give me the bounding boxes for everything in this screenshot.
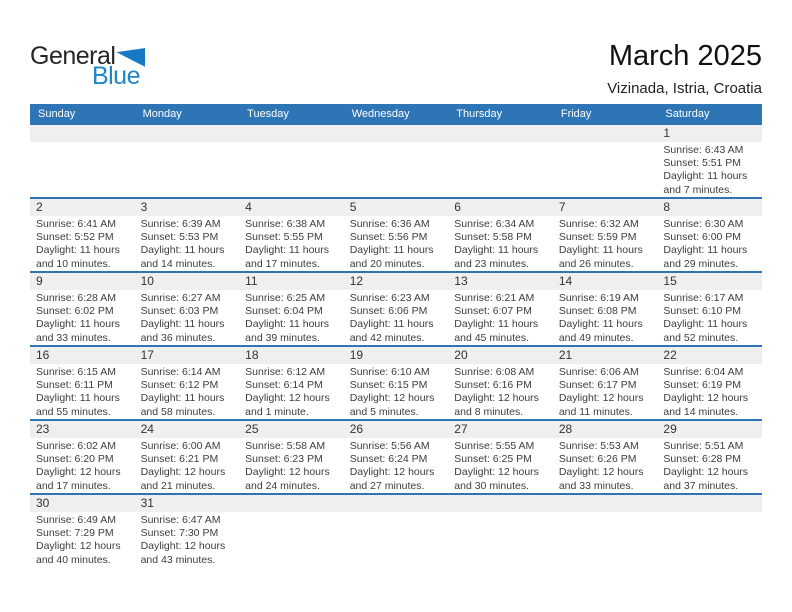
day-detail-line: and 20 minutes. xyxy=(349,257,425,270)
page-subtitle: Vizinada, Istria, Croatia xyxy=(607,80,762,97)
day-detail-line: Daylight: 12 hours xyxy=(140,466,226,479)
day-detail-line: Daylight: 11 hours xyxy=(558,244,643,257)
day-detail-line: Sunrise: 6:23 AM xyxy=(349,292,430,304)
day-detail-line: and 8 minutes. xyxy=(454,405,524,418)
day-details xyxy=(448,512,553,567)
weekday-header-friday: Friday xyxy=(560,108,592,120)
empty-day-cell xyxy=(30,125,135,197)
day-details xyxy=(239,290,344,345)
day-details xyxy=(135,290,240,345)
day-cell xyxy=(344,199,449,271)
day-details xyxy=(553,512,658,567)
day-detail-line: Daylight: 12 hours xyxy=(36,466,121,479)
day-number xyxy=(448,125,553,142)
day-detail-line: Daylight: 12 hours xyxy=(663,392,749,405)
day-cell xyxy=(239,273,344,345)
logo-text-general: General xyxy=(30,42,116,70)
day-cell xyxy=(135,347,240,419)
day-detail-line: and 40 minutes. xyxy=(36,553,111,566)
day-detail-line: Sunset: 6:06 PM xyxy=(349,305,428,318)
day-details xyxy=(344,438,449,493)
day-detail-line: Daylight: 12 hours xyxy=(349,466,435,479)
day-detail-line: and 5 minutes. xyxy=(349,405,419,418)
day-cell xyxy=(448,421,553,493)
day-detail-line: and 42 minutes. xyxy=(349,331,425,344)
day-detail-line: and 27 minutes. xyxy=(349,479,425,492)
day-cell xyxy=(135,273,240,345)
day-detail-line: and 10 minutes. xyxy=(36,257,111,270)
day-detail-line: Sunset: 6:17 PM xyxy=(558,379,637,392)
day-detail-line: Sunrise: 6:00 AM xyxy=(140,440,221,452)
day-detail-line: Sunset: 6:26 PM xyxy=(558,453,637,466)
day-detail-line: and 33 minutes. xyxy=(36,331,111,344)
day-number: 18 xyxy=(239,347,344,364)
day-details xyxy=(239,512,344,567)
day-detail-line: and 11 minutes. xyxy=(558,405,633,418)
day-number: 10 xyxy=(135,273,240,290)
week-row xyxy=(30,125,762,197)
day-number xyxy=(344,125,449,142)
day-detail-line: Sunrise: 5:56 AM xyxy=(349,440,430,452)
day-detail-line: Daylight: 11 hours xyxy=(245,318,329,331)
empty-day-cell xyxy=(344,495,449,567)
day-cell xyxy=(448,273,553,345)
day-number: 3 xyxy=(135,199,240,216)
calendar-weeks xyxy=(30,125,762,567)
empty-day-cell xyxy=(448,495,553,567)
weekday-header-tuesday: Tuesday xyxy=(247,108,289,120)
day-detail-line: and 36 minutes. xyxy=(140,331,216,344)
day-detail-line: Sunset: 5:56 PM xyxy=(349,231,428,244)
day-details xyxy=(448,364,553,419)
day-number: 19 xyxy=(344,347,449,364)
day-cell xyxy=(30,199,135,271)
day-cell xyxy=(553,273,658,345)
day-cell xyxy=(239,347,344,419)
day-number: 4 xyxy=(239,199,344,216)
day-cell xyxy=(553,199,658,271)
day-detail-line: Sunset: 6:07 PM xyxy=(454,305,532,318)
day-detail-line: Daylight: 12 hours xyxy=(140,540,226,553)
day-number: 7 xyxy=(553,199,658,216)
day-details xyxy=(239,142,344,197)
day-detail-line: Sunset: 6:23 PM xyxy=(245,453,323,466)
day-detail-line: Sunset: 5:59 PM xyxy=(558,231,637,244)
day-cell xyxy=(657,421,762,493)
day-detail-line: Sunrise: 6:15 AM xyxy=(36,366,116,378)
day-cell xyxy=(448,347,553,419)
day-detail-line: Daylight: 12 hours xyxy=(245,392,330,405)
day-detail-line: and 7 minutes. xyxy=(663,183,733,196)
day-number: 29 xyxy=(657,421,762,438)
day-detail-line: and 23 minutes. xyxy=(454,257,529,270)
day-details xyxy=(553,216,658,271)
calendar xyxy=(30,104,762,567)
day-detail-line: and 1 minute. xyxy=(245,405,309,418)
day-cell xyxy=(448,199,553,271)
day-detail-line: Sunset: 6:25 PM xyxy=(454,453,532,466)
day-details xyxy=(344,142,449,197)
empty-day-cell xyxy=(239,495,344,567)
day-detail-line: Daylight: 11 hours xyxy=(140,392,225,405)
day-number: 24 xyxy=(135,421,240,438)
day-details xyxy=(239,438,344,493)
day-detail-line: Daylight: 11 hours xyxy=(36,318,120,331)
day-number: 5 xyxy=(344,199,449,216)
day-detail-line: Daylight: 11 hours xyxy=(36,392,120,405)
day-detail-line: Sunrise: 6:27 AM xyxy=(140,292,221,304)
day-detail-line: Sunrise: 6:34 AM xyxy=(454,218,535,230)
day-number: 31 xyxy=(135,495,240,512)
day-detail-line: Sunset: 6:20 PM xyxy=(36,453,114,466)
day-detail-line: and 24 minutes. xyxy=(245,479,320,492)
day-details xyxy=(553,438,658,493)
day-detail-line: Sunset: 6:12 PM xyxy=(140,379,219,392)
day-detail-line: Daylight: 11 hours xyxy=(454,318,539,331)
day-detail-line: Sunset: 6:28 PM xyxy=(663,453,742,466)
day-number: 17 xyxy=(135,347,240,364)
day-detail-line: Sunset: 6:16 PM xyxy=(454,379,532,392)
day-cell xyxy=(553,421,658,493)
day-cell xyxy=(239,421,344,493)
day-details xyxy=(657,364,762,419)
day-detail-line: Sunset: 6:14 PM xyxy=(245,379,323,392)
day-detail-line: Daylight: 11 hours xyxy=(349,318,434,331)
day-number: 23 xyxy=(30,421,135,438)
day-cell xyxy=(657,273,762,345)
day-detail-line: Daylight: 12 hours xyxy=(349,392,435,405)
day-cell xyxy=(135,495,240,567)
day-detail-line: Sunrise: 6:41 AM xyxy=(36,218,116,230)
day-detail-line: Sunset: 6:11 PM xyxy=(36,379,113,392)
day-detail-line: Sunset: 6:10 PM xyxy=(663,305,742,318)
day-details xyxy=(448,438,553,493)
weekday-header-sunday: Sunday xyxy=(38,108,76,120)
empty-day-cell xyxy=(657,495,762,567)
week-row xyxy=(30,419,762,493)
day-detail-line: Sunset: 6:08 PM xyxy=(558,305,637,318)
day-detail-line: Sunrise: 6:49 AM xyxy=(36,514,116,526)
day-detail-line: Sunset: 6:02 PM xyxy=(36,305,114,318)
day-detail-line: Daylight: 11 hours xyxy=(663,318,748,331)
day-detail-line: Sunset: 6:21 PM xyxy=(140,453,219,466)
day-number: 25 xyxy=(239,421,344,438)
day-number: 11 xyxy=(239,273,344,290)
day-number: 13 xyxy=(448,273,553,290)
day-details xyxy=(344,290,449,345)
day-detail-line: and 45 minutes. xyxy=(454,331,529,344)
day-detail-line: Sunrise: 6:32 AM xyxy=(558,218,639,230)
day-details xyxy=(30,438,135,493)
weekday-header-monday: Monday xyxy=(142,108,182,120)
day-detail-line: Sunset: 5:52 PM xyxy=(36,231,114,244)
day-number: 9 xyxy=(30,273,135,290)
day-detail-line: Sunrise: 6:06 AM xyxy=(558,366,639,378)
day-detail-line: Sunrise: 6:30 AM xyxy=(663,218,744,230)
day-cell xyxy=(239,199,344,271)
day-detail-line: Sunrise: 6:04 AM xyxy=(663,366,744,378)
day-number xyxy=(553,495,658,512)
empty-day-cell xyxy=(448,125,553,197)
day-details xyxy=(135,216,240,271)
day-number: 2 xyxy=(30,199,135,216)
week-row xyxy=(30,197,762,271)
day-detail-line: Sunrise: 6:39 AM xyxy=(140,218,221,230)
day-detail-line: and 55 minutes. xyxy=(36,405,111,418)
day-details xyxy=(553,364,658,419)
day-details xyxy=(344,216,449,271)
day-detail-line: Daylight: 12 hours xyxy=(245,466,330,479)
empty-day-cell xyxy=(553,495,658,567)
day-detail-line: Sunrise: 5:51 AM xyxy=(663,440,744,452)
day-detail-line: and 26 minutes. xyxy=(558,257,634,270)
day-detail-line: Daylight: 12 hours xyxy=(558,466,644,479)
day-detail-line: Sunrise: 6:10 AM xyxy=(349,366,430,378)
day-number: 26 xyxy=(344,421,449,438)
day-cell xyxy=(657,199,762,271)
empty-day-cell xyxy=(135,125,240,197)
day-number xyxy=(448,495,553,512)
day-details xyxy=(344,512,449,567)
day-detail-line: and 49 minutes. xyxy=(558,331,634,344)
page-title: March 2025 xyxy=(608,40,762,72)
day-details xyxy=(448,216,553,271)
day-detail-line: Sunset: 6:15 PM xyxy=(349,379,428,392)
day-details xyxy=(657,142,762,197)
day-cell xyxy=(657,125,762,197)
weekday-header-thursday: Thursday xyxy=(456,108,503,120)
day-details xyxy=(239,216,344,271)
day-number xyxy=(30,125,135,142)
day-number xyxy=(239,125,344,142)
day-detail-line: Sunrise: 6:08 AM xyxy=(454,366,535,378)
day-detail-line: Sunset: 6:24 PM xyxy=(349,453,428,466)
empty-day-cell xyxy=(239,125,344,197)
day-number: 8 xyxy=(657,199,762,216)
week-row xyxy=(30,493,762,567)
day-detail-line: Sunrise: 6:17 AM xyxy=(663,292,744,304)
day-detail-line: Daylight: 11 hours xyxy=(36,244,120,257)
logo-text-blue: Blue xyxy=(91,62,140,90)
day-detail-line: Daylight: 12 hours xyxy=(454,392,539,405)
day-details xyxy=(30,216,135,271)
empty-day-cell xyxy=(553,125,658,197)
day-detail-line: and 17 minutes. xyxy=(245,257,320,270)
day-detail-line: Daylight: 11 hours xyxy=(663,170,748,183)
day-detail-line: Sunset: 6:19 PM xyxy=(663,379,742,392)
day-detail-line: Daylight: 11 hours xyxy=(245,244,329,257)
day-detail-line: Sunrise: 6:21 AM xyxy=(454,292,535,304)
day-detail-line: and 17 minutes. xyxy=(36,479,111,492)
day-details xyxy=(30,142,135,197)
day-details xyxy=(344,364,449,419)
day-cell xyxy=(657,347,762,419)
day-detail-line: and 14 minutes. xyxy=(140,257,216,270)
day-detail-line: Sunrise: 6:47 AM xyxy=(140,514,221,526)
day-detail-line: Daylight: 11 hours xyxy=(558,318,643,331)
day-cell xyxy=(30,273,135,345)
day-details xyxy=(30,512,135,567)
day-detail-line: and 39 minutes. xyxy=(245,331,320,344)
day-detail-line: Sunset: 6:03 PM xyxy=(140,305,219,318)
day-details xyxy=(30,290,135,345)
day-number: 30 xyxy=(30,495,135,512)
day-details xyxy=(553,142,658,197)
day-detail-line: Sunset: 5:58 PM xyxy=(454,231,532,244)
day-number: 16 xyxy=(30,347,135,364)
day-detail-line: Sunrise: 6:12 AM xyxy=(245,366,326,378)
day-details xyxy=(30,364,135,419)
day-cell xyxy=(30,495,135,567)
day-detail-line: Daylight: 11 hours xyxy=(140,244,225,257)
weekday-header-row xyxy=(30,104,762,125)
empty-day-cell xyxy=(344,125,449,197)
day-number: 14 xyxy=(553,273,658,290)
day-number: 28 xyxy=(553,421,658,438)
day-number xyxy=(239,495,344,512)
day-cell xyxy=(135,199,240,271)
day-cell xyxy=(344,273,449,345)
day-detail-line: Sunrise: 5:55 AM xyxy=(454,440,535,452)
day-detail-line: Sunrise: 5:53 AM xyxy=(558,440,639,452)
day-detail-line: and 29 minutes. xyxy=(663,257,739,270)
day-number: 15 xyxy=(657,273,762,290)
day-detail-line: Sunrise: 6:02 AM xyxy=(36,440,116,452)
day-details xyxy=(135,438,240,493)
week-row xyxy=(30,345,762,419)
day-detail-line: Sunset: 5:51 PM xyxy=(663,157,742,170)
day-detail-line: Sunrise: 6:36 AM xyxy=(349,218,430,230)
weekday-header-wednesday: Wednesday xyxy=(351,108,410,120)
day-detail-line: Sunset: 5:55 PM xyxy=(245,231,323,244)
day-details xyxy=(135,364,240,419)
day-details xyxy=(239,364,344,419)
day-number: 12 xyxy=(344,273,449,290)
day-detail-line: Sunrise: 6:38 AM xyxy=(245,218,326,230)
day-detail-line: Daylight: 11 hours xyxy=(140,318,225,331)
day-number xyxy=(135,125,240,142)
day-detail-line: Sunrise: 6:25 AM xyxy=(245,292,326,304)
day-number: 27 xyxy=(448,421,553,438)
day-detail-line: Sunrise: 6:43 AM xyxy=(663,144,744,156)
day-number xyxy=(344,495,449,512)
day-cell xyxy=(344,347,449,419)
day-number: 21 xyxy=(553,347,658,364)
day-detail-line: Sunrise: 5:58 AM xyxy=(245,440,326,452)
day-cell xyxy=(30,347,135,419)
general-blue-logo xyxy=(30,42,150,90)
day-detail-line: Daylight: 11 hours xyxy=(454,244,539,257)
day-detail-line: Sunrise: 6:19 AM xyxy=(558,292,639,304)
day-cell xyxy=(553,347,658,419)
day-details xyxy=(135,512,240,567)
day-details xyxy=(657,290,762,345)
day-number: 22 xyxy=(657,347,762,364)
weekday-header-saturday: Saturday xyxy=(665,108,710,120)
day-details xyxy=(135,142,240,197)
day-detail-line: and 43 minutes. xyxy=(140,553,216,566)
day-detail-line: and 52 minutes. xyxy=(663,331,739,344)
day-detail-line: Sunset: 5:53 PM xyxy=(140,231,219,244)
day-number: 20 xyxy=(448,347,553,364)
day-detail-line: Daylight: 12 hours xyxy=(663,466,749,479)
day-detail-line: and 37 minutes. xyxy=(663,479,739,492)
day-detail-line: Sunset: 7:29 PM xyxy=(36,527,114,540)
day-detail-line: Sunset: 6:00 PM xyxy=(663,231,742,244)
day-cell xyxy=(30,421,135,493)
day-details xyxy=(657,216,762,271)
day-detail-line: Daylight: 12 hours xyxy=(36,540,121,553)
day-detail-line: Sunset: 6:04 PM xyxy=(245,305,323,318)
day-detail-line: Daylight: 12 hours xyxy=(454,466,539,479)
day-cell xyxy=(344,421,449,493)
day-number xyxy=(657,495,762,512)
day-detail-line: Sunrise: 6:28 AM xyxy=(36,292,116,304)
day-detail-line: and 14 minutes. xyxy=(663,405,739,418)
day-detail-line: and 58 minutes. xyxy=(140,405,216,418)
day-detail-line: and 33 minutes. xyxy=(558,479,634,492)
day-detail-line: and 30 minutes. xyxy=(454,479,529,492)
day-number: 1 xyxy=(657,125,762,142)
day-details xyxy=(448,290,553,345)
day-detail-line: Daylight: 12 hours xyxy=(558,392,644,405)
day-detail-line: and 21 minutes. xyxy=(140,479,216,492)
day-cell xyxy=(135,421,240,493)
day-number: 6 xyxy=(448,199,553,216)
day-details xyxy=(657,438,762,493)
day-detail-line: Daylight: 11 hours xyxy=(663,244,748,257)
day-details xyxy=(448,142,553,197)
day-number xyxy=(553,125,658,142)
week-row xyxy=(30,271,762,345)
day-detail-line: Sunrise: 6:14 AM xyxy=(140,366,221,378)
day-details xyxy=(657,512,762,567)
day-detail-line: Daylight: 11 hours xyxy=(349,244,434,257)
day-detail-line: Sunset: 7:30 PM xyxy=(140,527,219,540)
day-details xyxy=(553,290,658,345)
